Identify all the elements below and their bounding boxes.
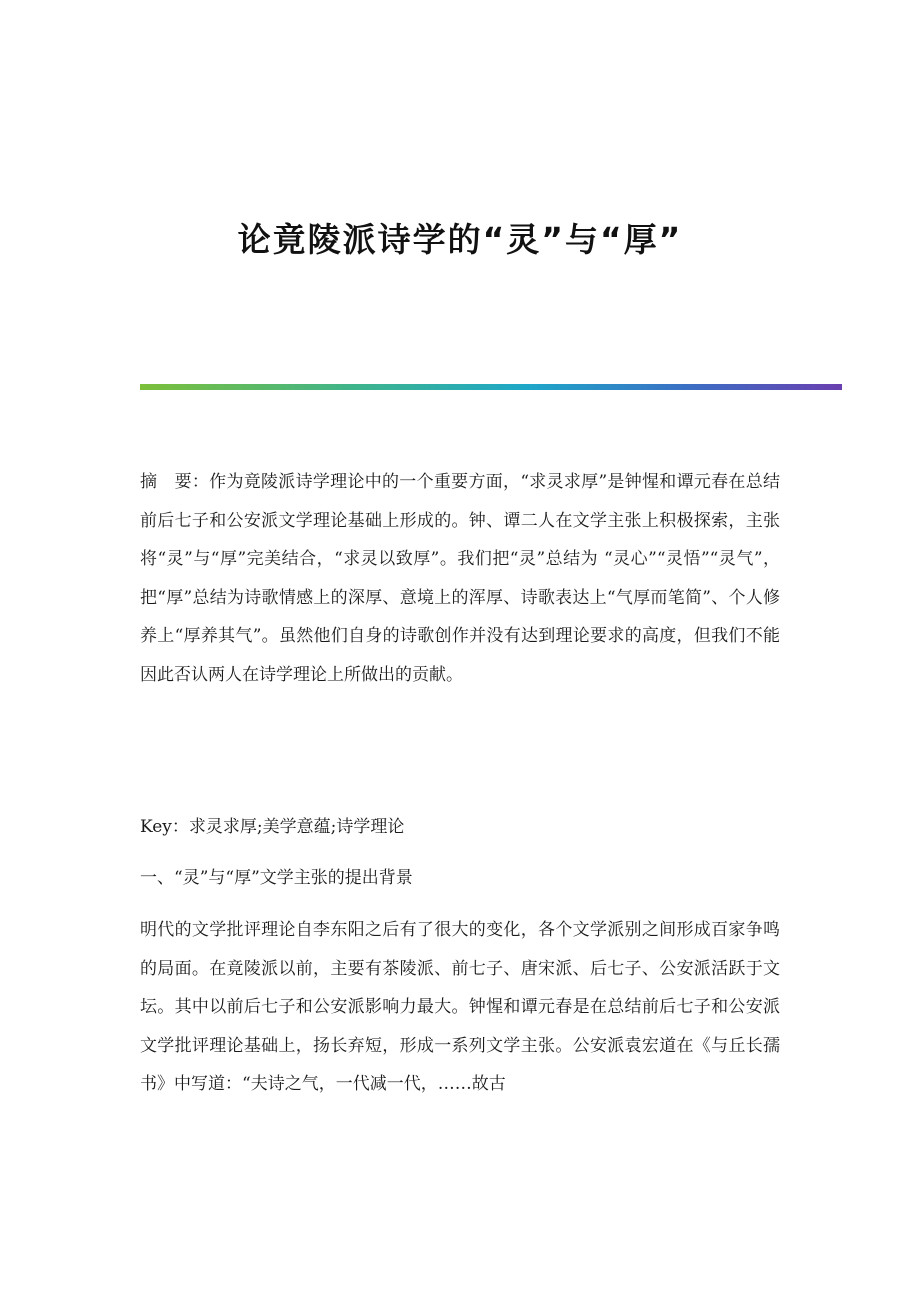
abstract-paragraph: [140, 463, 780, 694]
title-divider: [140, 384, 842, 390]
keywords-text: 求灵求厚;美学意蕴;诗学理论: [188, 817, 405, 837]
keywords-line: [140, 808, 780, 847]
abstract-text: 作为竟陵派诗学理论中的一个重要方面，“求灵求厚”是钟惺和谭元春在总结前后七子和公安派文学理论基础上形成的。钟、谭二人在文学主张上积极探索，主张将“灵”与“厚”完美结合，“求灵以致厚”。我们把“灵”总结为 “灵心”“灵悟”“灵气”，把“厚”总结为诗歌情感上的深厚、意境上的浑厚、诗歌表达上“气厚而笔简”、个人修养上“厚养其气”。虽然他们自身的诗歌创作并没有达到理论要求的高度，但我们不能因此否认两人在诗学理论上所做出的贡献。: [140, 472, 780, 685]
paper-title: 论竟陵派诗学的“灵”与“厚”: [237, 220, 683, 259]
keywords-label: Key：: [140, 817, 189, 837]
body-paragraph: 明代的文学批评理论自李东阳之后有了很大的变化，各个文学派别之间形成百家争鸣的局面。在竟陵派以前，主要有茶陵派、前七子、唐宋派、后七子、公安派活跃于文坛。其中以前后七子和公安派影响力最大。钟惺和谭元春是在总结前后七子和公安派文学批评理论基础上，扬长弃短，形成一系列文学主张。公安派袁宏道在《与丘长孺书》中写道：“夫诗之气，一代减一代，……故古: [140, 920, 780, 1094]
abstract-label: 摘 要：: [140, 472, 210, 492]
section-heading: 一、“灵”与“厚”文学主张的提出背景: [140, 868, 413, 888]
